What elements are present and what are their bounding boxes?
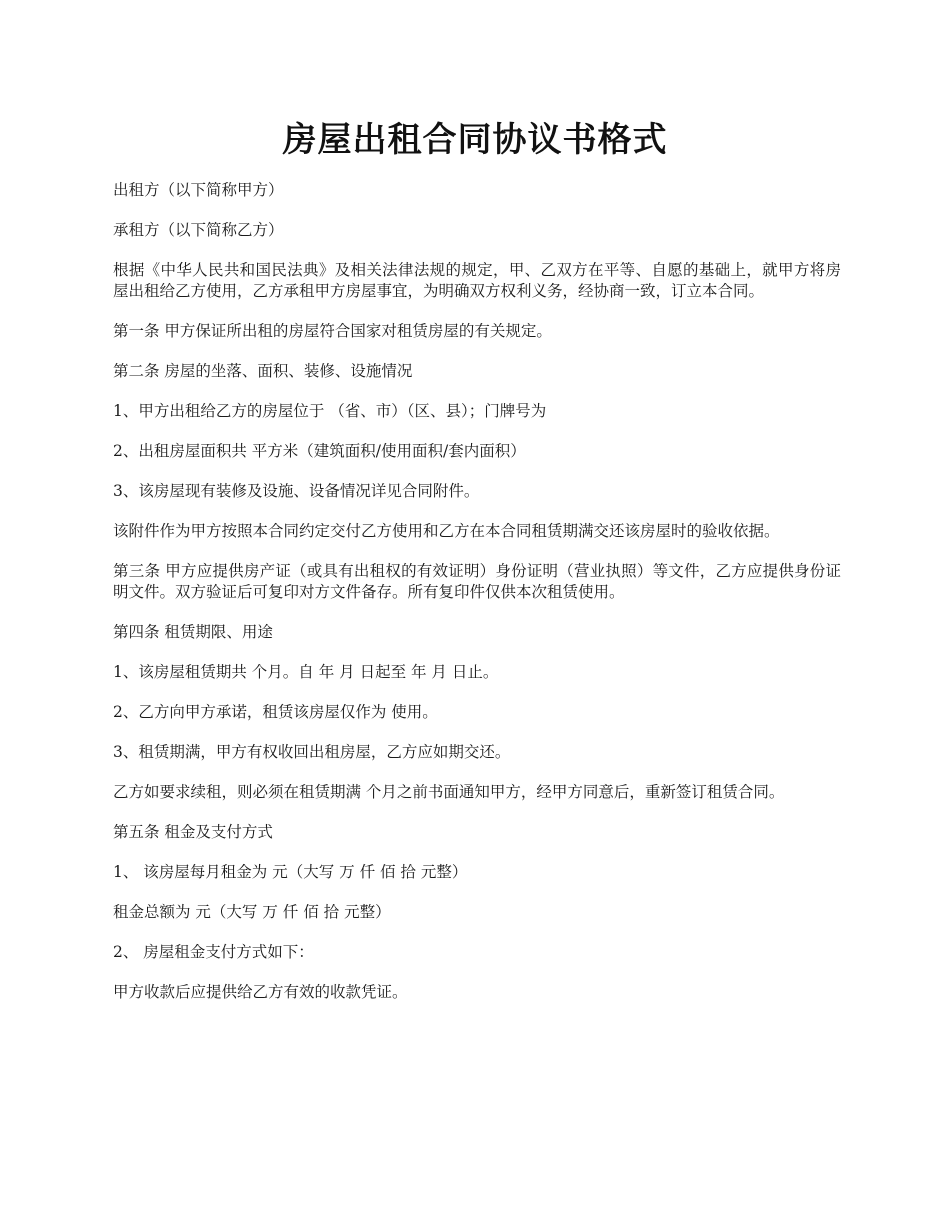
paragraph-renewal: 乙方如要求续租，则必须在租赁期满 个月之前书面通知甲方，经甲方同意后，重新签订租赁合同。 bbox=[113, 783, 785, 801]
paragraph-lessor: 出租方（以下简称甲方） bbox=[113, 181, 284, 199]
paragraph-article-5-item-1: 1、 该房屋每月租金为 元（大写 万 仟 佰 拾 元整） bbox=[113, 863, 468, 881]
paragraph-article-2: 第二条 房屋的坐落、面积、装修、设施情况 bbox=[113, 362, 413, 380]
document-title: 房屋出租合同协议书格式 bbox=[282, 120, 668, 160]
paragraph-lessee: 承租方（以下简称乙方） bbox=[113, 221, 284, 239]
paragraph-article-2-item-3: 3、该房屋现有装修及设施、设备情况详见合同附件。 bbox=[113, 482, 480, 500]
paragraph-article-5-item-2: 2、 房屋租金支付方式如下： bbox=[113, 943, 314, 961]
paragraph-article-1: 第一条 甲方保证所出租的房屋符合国家对租赁房屋的有关规定。 bbox=[113, 322, 552, 340]
paragraph-rent-total: 租金总额为 元（大写 万 仟 佰 拾 元整） bbox=[113, 903, 391, 921]
document-body bbox=[113, 180, 841, 1022]
paragraph-article-3: 第三条 甲方应提供房产证（或具有出租权的有效证明）身份证明（营业执照）等文件，乙方应提供身份证明文件。双方验证后可复印对方文件备存。所有复印件仅供本次租赁使用。 bbox=[113, 562, 841, 601]
paragraph-article-4-item-2: 2、乙方向甲方承诺，租赁该房屋仅作为 使用。 bbox=[113, 703, 438, 721]
paragraph-article-4: 第四条 租赁期限、用途 bbox=[113, 623, 273, 641]
paragraph-article-4-item-3: 3、租赁期满，甲方有权收回出租房屋，乙方应如期交还。 bbox=[113, 743, 511, 761]
paragraph-article-4-item-1: 1、该房屋租赁期共 个月。自 年 月 日起至 年 月 日止。 bbox=[113, 663, 499, 681]
paragraph-receipt: 甲方收款后应提供给乙方有效的收款凭证。 bbox=[113, 983, 408, 1001]
paragraph-preamble: 根据《中华人民共和国民法典》及相关法律法规的规定，甲、乙双方在平等、自愿的基础上，就甲方将房屋出租给乙方使用，乙方承租甲方房屋事宜，为明确双方权利义务，经协商一致，订立本合同。 bbox=[113, 261, 841, 300]
paragraph-article-2-item-2: 2、出租房屋面积共 平方米（建筑面积/使用面积/套内面积） bbox=[113, 442, 526, 460]
paragraph-article-5: 第五条 租金及支付方式 bbox=[113, 823, 273, 841]
paragraph-annex-note: 该附件作为甲方按照本合同约定交付乙方使用和乙方在本合同租赁期满交还该房屋时的验收依据。 bbox=[113, 522, 780, 540]
paragraph-article-2-item-1: 1、甲方出租给乙方的房屋位于 （省、市）（区、县）；门牌号为 bbox=[113, 402, 547, 420]
